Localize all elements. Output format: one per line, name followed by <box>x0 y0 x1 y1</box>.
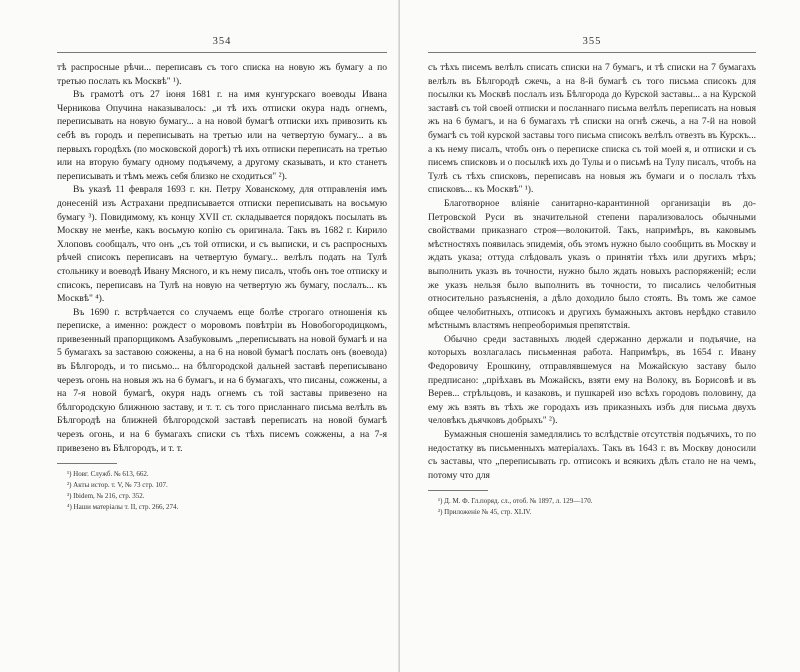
body-text <box>57 61 387 455</box>
paragraph: тѣ распросные рѣчи... переписавъ съ того списка на новую жъ бумагу а по третью послать къ Москвѣ" ¹). <box>57 62 387 87</box>
footnote: ⁴) Наши матеріалы т. II, стр. 266, 274. <box>67 503 179 512</box>
paragraph: Обычно среди заставныхъ людей сдержанно держали и подъячие, на которыхъ возлагалась письменная работа. Напримѣръ, въ 1654 г. Ивану Федоровичу Ерошкину, отправлявшемуся на Можайскую заставу было предписано: „пріѣхавъ въ Можайскъ, взяти ему на Волоку, въ Борисовѣ и въ Верев... стрѣльцовъ, и казаковъ, и пушкарей изо всѣхъ городовъ половину, да ему жъ взять въ тѣхъ же городахъ изъ приказныхъ избъ для письма двухъ человѣкъ дьячковъ добрыхъ" ²). <box>428 333 756 427</box>
footnotes <box>57 469 387 513</box>
footnote: ¹) Новг. Служб. № 613, 662. <box>67 470 149 479</box>
right-page <box>400 0 800 672</box>
footnote-rule <box>428 490 488 491</box>
header-rule <box>57 52 387 53</box>
paragraph: съ тѣхъ писемъ велѣлъ списать списки на 7 бумагъ, и тѣ списки на 7 бумагахъ велѣлъ въ Бѣлгородѣ сжечь, а на 8-й бумагѣ съ того письма списокъ для посылки къ Москвѣ послалъ изъ Бѣлгорода до Курской заставы... а на Курской заставѣ съ той своей отписки и посланнаго письма велѣлъ переписать на новыя жъ на 6 бумагъ, и на 6 бумагахъ тѣ списки на огнѣ сжечь, а на 7-й на новой бумагѣ съ той курской заставы того письма списокъ велѣлъ отвезть въ Курскъ... а къ нему писалъ, чтобъ онъ о переписке списка съ той моей я, и отписки и съ писемъ списковъ и о посылкѣ ихъ до Тулы и о письмѣ на Тулу писалъ, чтобъ на Тулѣ съ тѣхъ списковъ, переписавъ на новыя жъ бумаги и о послалъ тѣхъ списковъ... къ Москвѣ" ¹). <box>428 62 756 196</box>
footnote: ¹) Д. М. Ф. Гл.поряд. сл., отоб. № 1897, л. 129—170. <box>438 497 593 506</box>
footnotes <box>428 496 756 518</box>
header-rule <box>428 52 756 53</box>
footnote: ²) Акты истор. т. V, № 73 стр. 107. <box>67 481 168 490</box>
footnote: ³) Ibidem, № 216, стр. 352. <box>67 492 145 501</box>
page-number: 355 <box>582 36 602 47</box>
footnote-rule <box>57 463 117 464</box>
body-text <box>428 61 756 482</box>
paragraph: Благотворное вліяніе санитарно-карантинной организаціи въ до-Петровской Руси въ значительной степени парализовалось обычными свойствами приказнаго строя—волокитой. Такъ, напримѣръ, въ каковымъ мѣстностяхъ появилась эпидемія, объ этомъ нужно было сообщить въ Москву и ждать указа; оттуда слѣдовалъ указъ о принятіи тѣхъ или другихъ мѣръ; выполнить указъ въ точности, нужно было ждать новыхъ распоряженій; если же указъ нельзя было выполнить въ точности, то писались челобитныя относительно разъясненія, а дѣло доходило было стоять. Въ томъ же самое общее челобитныхъ, отписокъ и другихъ бумажныхъ актовъ нерѣдко ставило мѣстнымъ властямъ непреоборимыя препятствія. <box>428 197 756 332</box>
paragraph: Въ грамотѣ отъ 27 іюня 1681 г. на имя кунгурскаго воеводы Ивана Черникова Опучина наказывалось: „и тѣ ихъ отписки окура надъ огнемъ, переписывать на новую бумагу... а на новой бумагѣ отписки ихъ привозить къ себѣ въ городъ и переписывать на третью или на четвертую бумагу... а въ первыхъ городѣхъ (по московской дорогѣ) тѣ ихъ отписки переписать на третью или на вторую бумагу одному подъячему, а другому сказывать, и кто станетъ переписывать и тѣмъ межъ себя близко не сходиться" ²). <box>57 89 387 182</box>
page-number: 354 <box>212 36 232 47</box>
paragraph: Бумажныя сношенія замедлялись то вслѣдствіе отсутствія подъячихъ, то по недостатку въ письменныхъ матеріалахъ. Такъ въ 1643 г. въ Москву доносили съ заставы, что „переписывать гр. отписокъ и всякихъ дѣлъ стало не на чемъ, потому что для <box>428 429 756 481</box>
paragraph: Въ 1690 г. встрѣчается со случаемъ еще болѣе строгаго отношенія къ переписке, а именно: рождест о моровомъ повѣтріи въ Новобогородицкомъ, привезенный прапорщикомъ Азабуковымъ „переписывать на новой бумагѣ и на 5 бумагахъ за заставою сожжены, а на 6 на новой бумагѣ послать онъ (воевода) въ Бѣлгородъ, и то письмо... на бѣлгородской дальней заставѣ переписывано черезъ огонь на новыя жъ на 6 бумагъ, и на 6 бумагахъ, что писаны, сожжены, а на 7-я новой бумагѣ, окуря надъ огнемъ съ той заставы привезено на бѣлгородскую ближнюю заставу, и т. т. съ того присланнаго письма велѣлъ въ Бѣлгородѣ на ближней бѣлгородской заставѣ переписать на новой бумагѣ черезъ огонь, и на 6 бумагахъ списки съ тѣхъ писемъ сожжены, а на 7-я привезено въ Бѣлгородъ, и т. т. <box>57 306 387 454</box>
footnote: ²) Приложеніе № 45, стр. XLIV. <box>438 508 532 517</box>
paragraph: Въ указѣ 11 февраля 1693 г. кн. Петру Хованскому, для отправленія имъ донесеній изъ Астрахани предписывается отписки переписывать на восьмую бумагу ³). Повидимому, къ концу XVII ст. складывается порядокъ посылать въ Москву не менѣе, какъ восьмую копію съ оригинала. Такъ въ 1682 г. Кирило Хлоповъ сообщалъ, что онъ „съ той отписки, и съ выписки, и съ распросныхъ рѣчей списокъ переписавъ на четвертую бумагу... велѣлъ подать на Тулѣ стольнику и воеводѣ Ивану Мясного, и къ нему писалъ, чтобъ онъ тое отписку и списокъ, переписавъ на Тулѣ на новую на четвертую жъ бумагу, послалъ... къ Москвѣ" ⁴). <box>57 184 387 305</box>
